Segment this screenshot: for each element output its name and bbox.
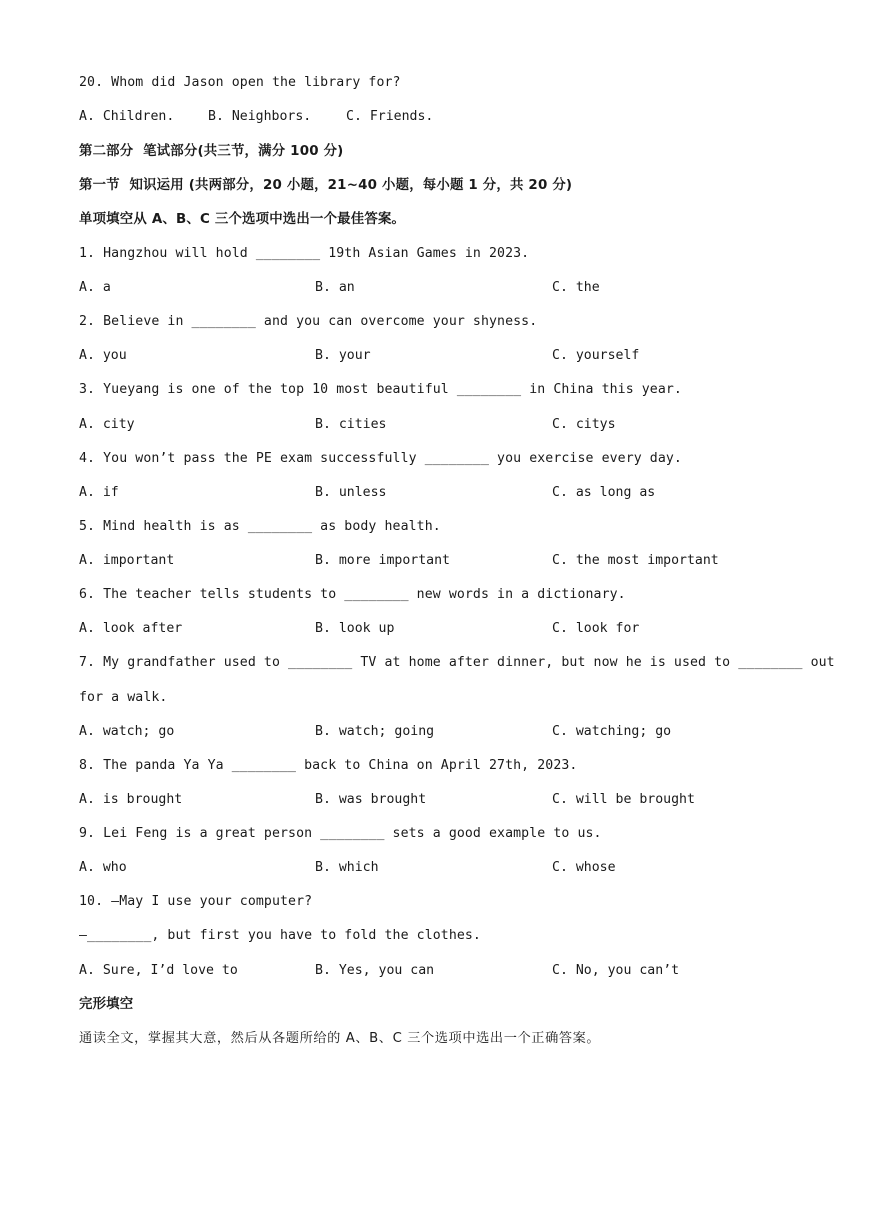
- question-1-stem: 1. Hangzhou will hold ________ 19th Asian Games in 2023.: [79, 246, 530, 261]
- option-b: B. was brought: [315, 792, 427, 807]
- question-8-options: [79, 791, 779, 809]
- question-4-stem: 4. You won’t pass the PE exam successfully ________ you exercise every day.: [79, 451, 682, 466]
- question-5-stem: 5. Mind health is as ________ as body health.: [79, 519, 441, 534]
- question-3-stem: 3. Yueyang is one of the top 10 most beautiful ________ in China this year.: [79, 382, 682, 397]
- question-4-options: [79, 484, 779, 502]
- option-c: C. watching; go: [552, 724, 672, 739]
- question-5-options: [79, 552, 779, 570]
- option-b: B. Yes, you can: [315, 963, 435, 978]
- section-2-title: 第二部分 笔试部分(共三节，满分 100 分): [79, 144, 344, 159]
- question-1-options: [79, 279, 779, 297]
- option-a: A. Children.: [79, 109, 175, 124]
- option-c: C. the most important: [552, 553, 719, 568]
- question-9-options: [79, 859, 779, 877]
- option-a: A. who: [79, 860, 127, 875]
- option-c: C. look for: [552, 621, 640, 636]
- question-20-stem: 20. Whom did Jason open the library for?: [79, 75, 401, 90]
- question-7-stem-continued: for a walk.: [79, 690, 168, 705]
- option-c: C. as long as: [552, 485, 656, 500]
- option-b: B. cities: [315, 417, 387, 432]
- option-b: B. unless: [315, 485, 387, 500]
- option-c: C. will be brought: [552, 792, 695, 807]
- question-10-options: [79, 962, 779, 980]
- option-a: A. Sure, I’d love to: [79, 963, 238, 978]
- option-a: A. if: [79, 485, 119, 500]
- option-a: A. you: [79, 348, 127, 363]
- option-b: B. your: [315, 348, 371, 363]
- question-10-stem: 10. —May I use your computer?: [79, 894, 313, 909]
- option-c: C. No, you can’t: [552, 963, 680, 978]
- option-b: B. look up: [315, 621, 395, 636]
- question-10-stem-continued: —________, but first you have to fold the clothes.: [79, 928, 481, 943]
- option-a: A. city: [79, 417, 135, 432]
- option-b: B. more important: [315, 553, 450, 568]
- question-3-options: [79, 416, 779, 434]
- question-8-stem: 8. The panda Ya Ya ________ back to China on April 27th, 2023.: [79, 758, 578, 773]
- option-c: C. Friends.: [346, 109, 434, 124]
- option-a: A. look after: [79, 621, 183, 636]
- option-b: B. which: [315, 860, 379, 875]
- option-c: C. whose: [552, 860, 616, 875]
- question-2-options: [79, 347, 779, 365]
- option-a: A. watch; go: [79, 724, 175, 739]
- option-a: A. is brought: [79, 792, 183, 807]
- cloze-instruction: 通读全文，掌握其大意，然后从各题所给的 A、B、C 三个选项中选出一个正确答案。: [79, 1031, 601, 1046]
- option-b: B. an: [315, 280, 355, 295]
- question-6-stem: 6. The teacher tells students to ________ new words in a dictionary.: [79, 587, 626, 602]
- option-a: A. important: [79, 553, 175, 568]
- question-7-options: [79, 723, 779, 741]
- option-a: A. a: [79, 280, 111, 295]
- option-b: B. Neighbors.: [208, 109, 312, 124]
- question-20-options: [79, 108, 779, 126]
- question-9-stem: 9. Lei Feng is a great person ________ sets a good example to us.: [79, 826, 602, 841]
- section-1-title: 第一节 知识运用 (共两部分，20 小题，21~40 小题，每小题 1 分，共 20 分): [79, 178, 573, 193]
- option-c: C. yourself: [552, 348, 640, 363]
- question-7-stem: 7. My grandfather used to ________ TV at home after dinner, but now he is used to ________ out: [79, 655, 835, 670]
- single-choice-instruction: 单项填空从 A、B、C 三个选项中选出一个最佳答案。: [79, 212, 406, 227]
- cloze-title: 完形填空: [79, 997, 134, 1012]
- question-2-stem: 2. Believe in ________ and you can overcome your shyness.: [79, 314, 538, 329]
- option-c: C. the: [552, 280, 600, 295]
- option-b: B. watch; going: [315, 724, 435, 739]
- question-6-options: [79, 620, 779, 638]
- option-c: C. citys: [552, 417, 616, 432]
